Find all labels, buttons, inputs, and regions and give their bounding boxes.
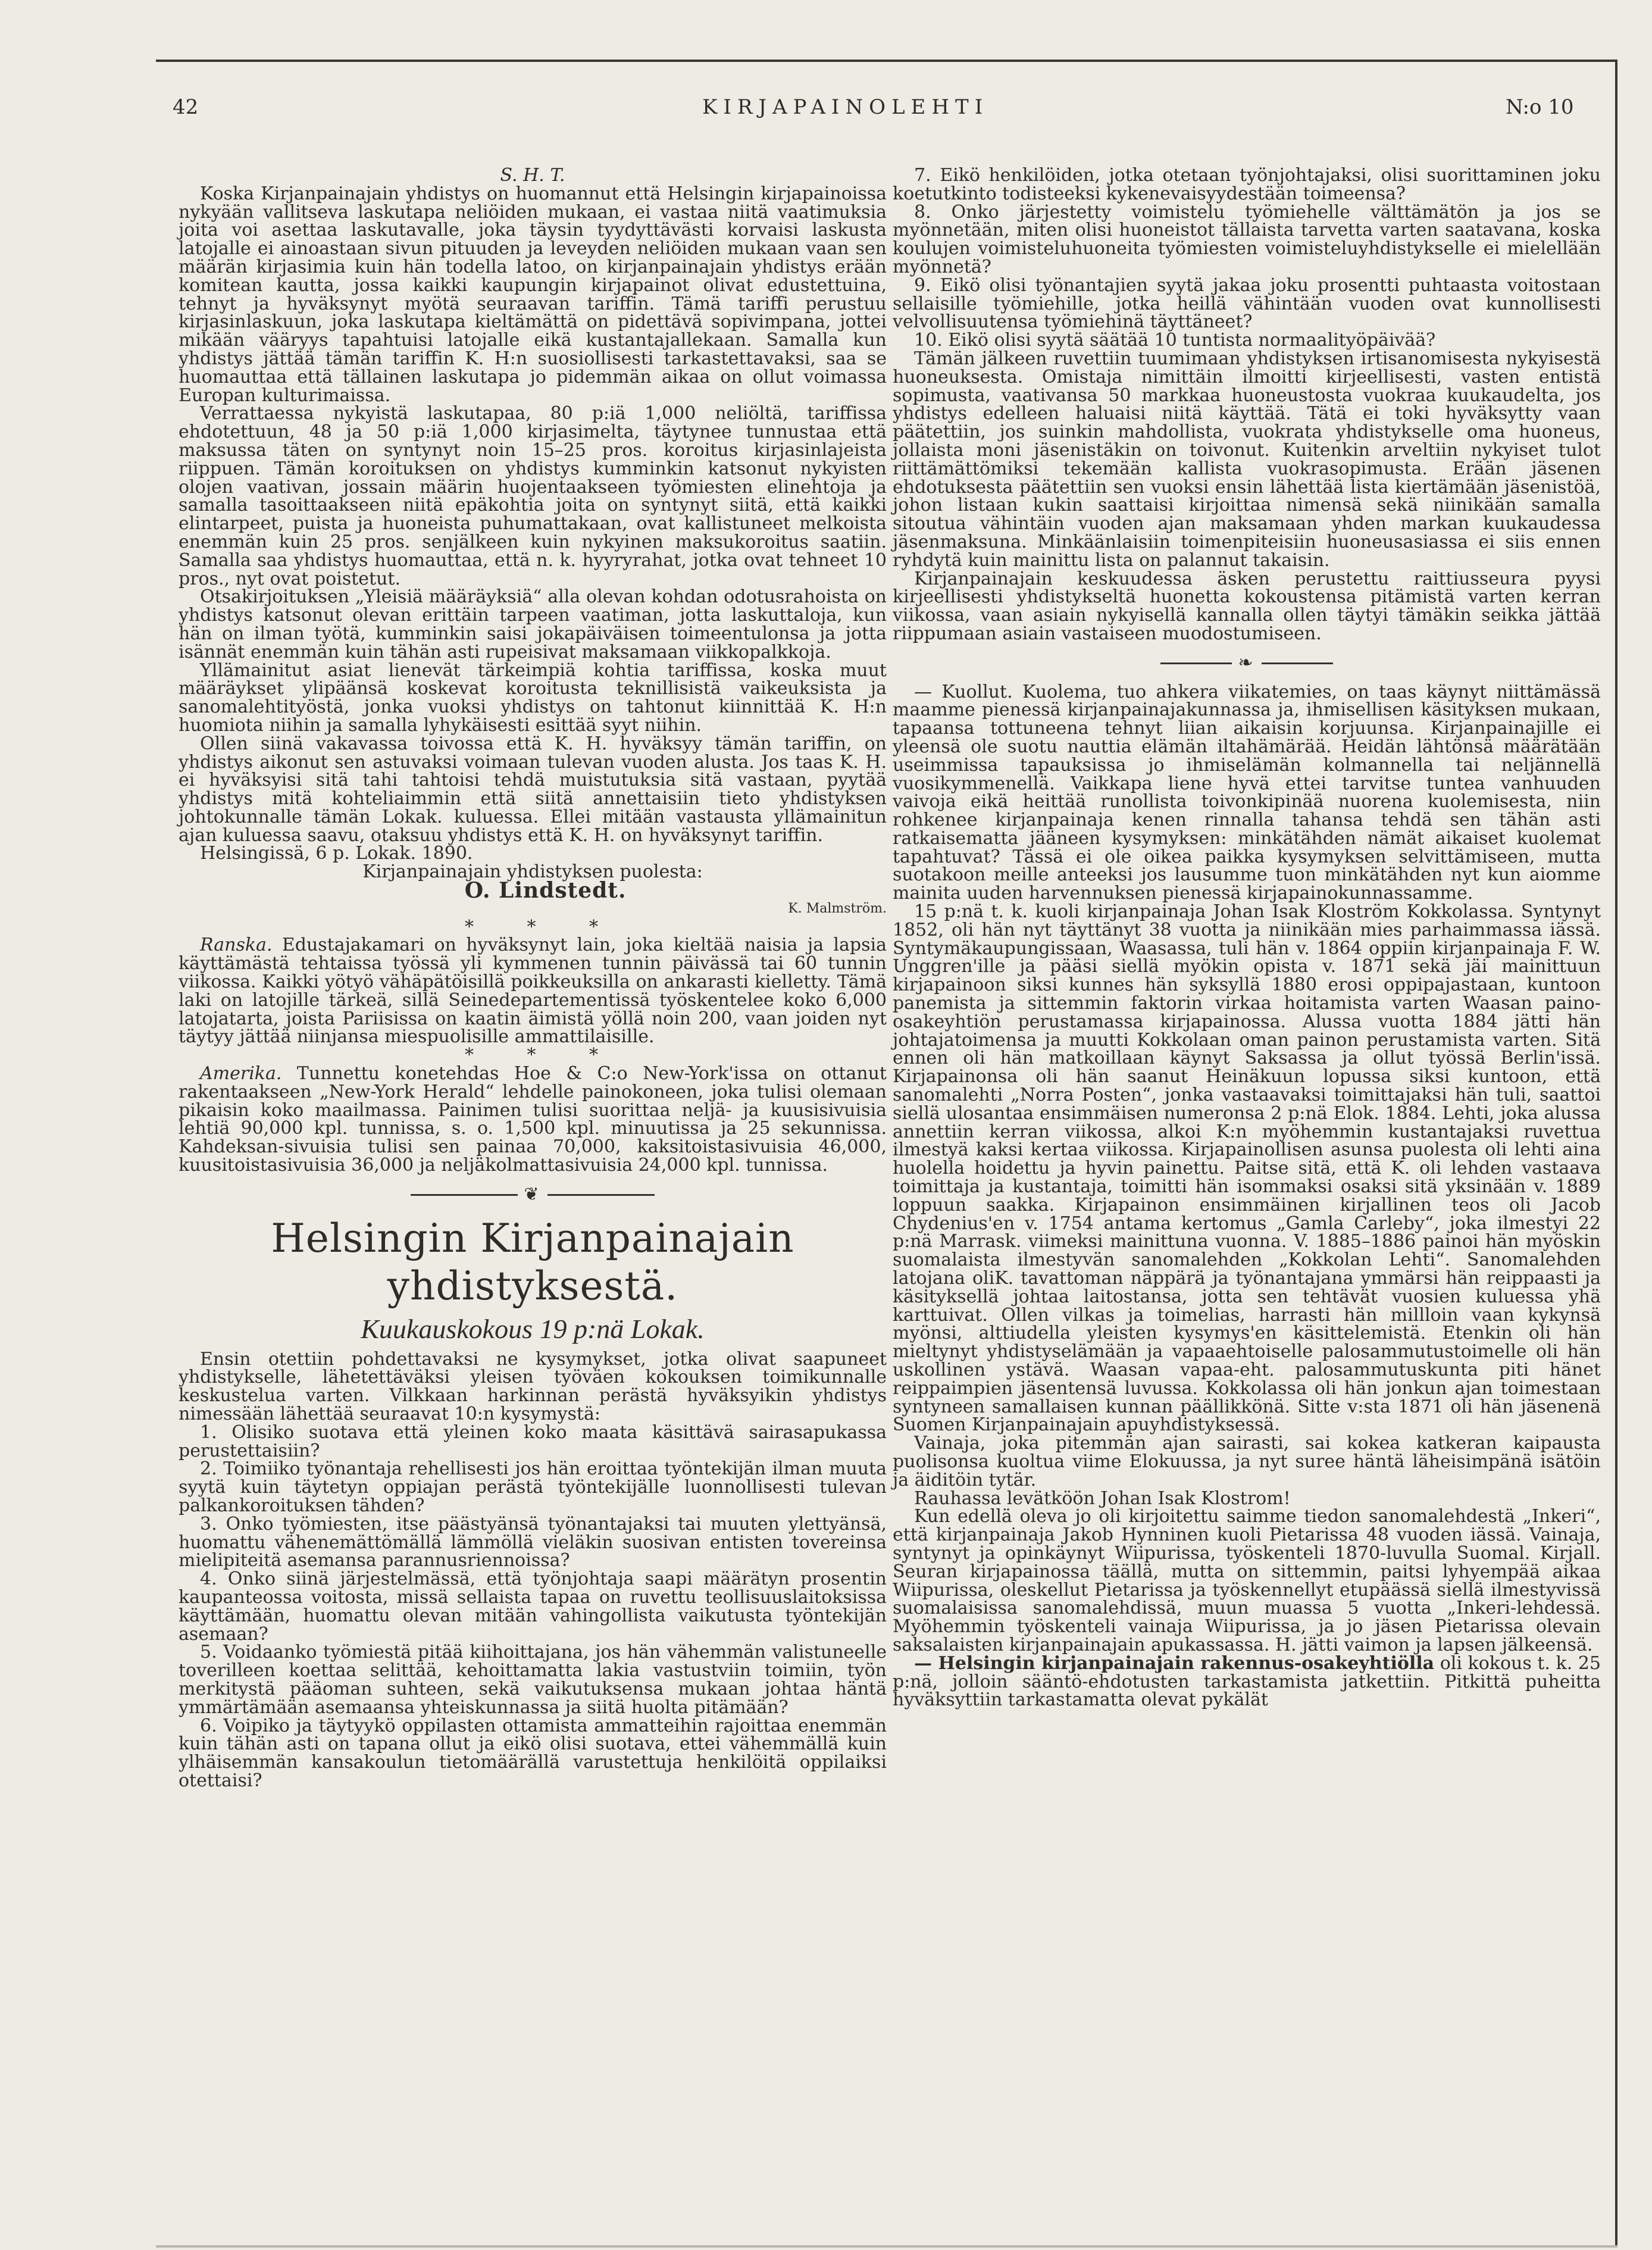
left-column bbox=[179, 167, 887, 1790]
hky-question-4: 4. Onko siinä järjestelmässä, että työnjohtaja saapi määrätyn prosentin kaupanteossa voitosta, missä sellaista tapaa on ruvettu teollisuuslaitoksissa käyttämään, huomattu olevan mitään vahingollista vaikutusta työntekijän asemaan? bbox=[179, 1568, 887, 1645]
hynninen-paragraph: Kun edellä oleva jo oli kirjoitettu saimme tiedon sanomalehdestä „Inkeri“, että kirjanpainaja Jakob Hynninen kuoli Pietarissa 48 vuoden iässä. Vainaja, syntynyt ja opinkäynyt Wiipurissa, työskenteli 1870-luvulla Suomal. Kirjall. Seuran kirjapainossa täällä, mutta on sittemmin, paitsi lyhyempää aikaa Wiipurissa, oleskellut Pietarissa ja työskennellyt etupäässä siellä ilmestyvissä suomalaisissa sanomalehdissä, muun muassa 5 vuotta „Inkeri-lehdessä. Myöhemmin työskenteli vainaja Wiipurissa, ja jo jäsen Pietarissa olevain saksalaisten kirjanpainajain apukassassa. H. jätti vaimon ja lapsen jälkeensä. bbox=[893, 1506, 1601, 1655]
sht-paragraph-2: Verrattaessa nykyistä laskutapaa, 80 p:iä 1,000 neliöltä, tariffissa ehdotettuun, 48 ja 50 p:iä 1,000 kirjasimelta, täytynee tunnustaa että maksussa täten on syntynyt noin 15–25 pros. koroitus kirjasinlajeista riippuen. Tämän koroituksen on yhdistys kumminkin katsonut nykyisten olojen vaativan, jossain määrin huojentaakseen työmiesten elinehtoja ja samalla tasoittaakseen niitä epäkohtia joita on syntynyt siitä, että kaikki elintarpeet, puista ja huoneista puhumattakaan, ovat kallistuneet melkoista enemmän kuin 25 pros. senjälkeen kuin nykyinen maksukoroitus saatiin. Samalla saa yhdistys huomauttaa, että n. k. hyyryrahat, jotka ovat tehneet 10 pros., nyt ovat poistetut. bbox=[179, 403, 887, 589]
issue-number: N:o 10 bbox=[1506, 95, 1574, 119]
vainaja-paragraph: Vainaja, joka pitemmän ajan sairasti, sai kokea katkeran kaipausta puolisonsa kuoltua viime Elokuussa, ja nyt suree häntä läheisimpänä isätöin ja äiditöin tytär. bbox=[893, 1433, 1601, 1490]
top-rule bbox=[156, 60, 1617, 62]
hky-question-8: 8. Onko järjestetty voimistelu työmiehelle välttämätön ja jos se myönnetään, miten olisi huoneistot tällaista tarvetta varten saatavana, koska koulujen voimisteluhuoneita työmiesten voimisteluyhdistykselle ei mielellään myönnetä? bbox=[893, 201, 1601, 277]
amerika-paragraph bbox=[179, 1065, 887, 1175]
hky-title: Helsingin Kirjanpainajain yhdistyksestä. bbox=[271, 1215, 794, 1309]
ornament-line-right bbox=[547, 1194, 655, 1196]
sht-paragraph-3: Otsakirjoituksen „Yleisiä määräyksiä“ alla olevan kohdan odotusrahoista on yhdistys katsonut olevan erittäin tarpeen vaatiman, jotta laskuttaloja, kun hän on ilman työtä, kumminkin saisi jokapäiväisen toimeentulonsa ja jotta isännät enemmän kuin tähän asti rupeisivat maksamaan viikkopalkkoja. bbox=[179, 586, 887, 662]
ornament-line-left bbox=[411, 1194, 518, 1196]
hky-subtitle: Kuukauskokous 19 p:nä Lokak. bbox=[361, 1313, 705, 1344]
hky-question-9: 9. Eikö olisi työnantajien syytä jakaa joku prosentti puhtaasta voitostaan sellaisille työmiehille, jotka heillä vähintään vuoden ovat kunnollisesti velvollisuutensa työmiehinä täyttäneet? bbox=[893, 274, 1601, 333]
ranska-text: Edustajakamari on hyväksynyt lain, joka kieltää naisia ja lapsia käyttämästä tehtaissa työssä yli kymmenen tunnin päivässä tai 60 tunnin viikossa. Kaikki yötyö vähäpätöisillä poikkeuksilla on ankarasti kielletty. Tämä laki on latojille tärkeä, sillä Seinedepartementissä työskentelee koko 6,000 latojatarta, joista Pariisissa on kaatin äimistä yöllä noin 200, vaan joiden nyt täytyy jättää niinjansa miespuolisille ammattilaisille. bbox=[179, 935, 887, 1048]
kuollut-paragraph bbox=[893, 683, 1601, 904]
page-number: 42 bbox=[173, 95, 199, 119]
signature-malmstrom: K. Malmström. bbox=[788, 901, 887, 916]
hky-paragraph-temperance: Kirjanpainajain keskuudessa äsken perustettu raittiusseura pyysi kirjeellisesti yhdistykseltä huonetta kokoustensa pitämistä varten kerran viikossa, vaan asiain nykyisellä kannalla ollen täytyi tämäkin seikka jättää riippumaan asiain vastaiseen muodostumiseen. bbox=[893, 568, 1601, 644]
osakeyhtio-label: — Helsingin kirjanpainajain rakennus-osakeyhtiölla bbox=[914, 1652, 1435, 1674]
ornament2-line-right bbox=[1262, 662, 1333, 664]
ranska-paragraph bbox=[179, 936, 887, 1046]
ornament-divider-2 bbox=[893, 654, 1601, 673]
bottom-rule bbox=[156, 2245, 1617, 2248]
ornament2-line-left bbox=[1160, 662, 1232, 664]
sht-paragraph-5: Ollen siinä vakavassa toivossa että K. H. hyväksyy tämän tariffin, on yhdistys aikonut sen astuvaksi voimaan tulevan vuoden alusta. Jos taas K. H. ei hyväksyisi sitä tahi tahtoisi tehdä muistutuksia sitä vastaan, pyytää yhdistys mitä kohteliaimmin että siitä annettaisiin tieto yhdistyksen johtokunnalle tämän Lokak. kuluessa. Ellei mitään vastausta yllämainitun ajan kuluessa saavu, otaksuu yhdistys että K. H. on hyväksynyt tariffin. bbox=[179, 733, 887, 846]
hky-question-1: 1. Olisiko suotava että yleinen koko maata käsittävä sairasapukassa perustettaisiin? bbox=[179, 1421, 887, 1461]
sht-paragraph-4: Yllämainitut asiat lienevät tärkeimpiä kohtia tariffissa, koska muut määräykset ylipäänsä koskevat koroitusta teknillisistä vaikeuksista ja sanomalehtityöstä, jonka vuoksi yhdistys on tahtonut kiinnittää K. H:n huomiota niihin ja samalla lyhykäisesti esittää syyt niihin. bbox=[179, 660, 887, 736]
sht-on-behalf: Kirjanpainajain yhdistyksen puolesta: bbox=[362, 861, 703, 883]
hky-question-2: 2. Toimiiko työnantaja rehellisesti jos hän eroittaa työntekijän ilman muuta syytä kuin täytetyn oppiajan perästä työntekijälle luonnollisesti tulevan palkankoroituksen tähden? bbox=[179, 1458, 887, 1516]
ornament2-icon: ❧ bbox=[1238, 652, 1256, 673]
klostrom-paragraph: 15 p:nä t. k. kuoli kirjanpainaja Johan Isak Kloström Kokkolassa. Syntynyt 1852, oli hän nyt täyttänyt 38 vuotta ja niinikään mies parhaimmassa iässä. Syntymäkaupungissaan, Waasassa, tuli hän v. 1864 oppiin kirjanpainaja F. W. Unggren'ille ja pääsi siellä myökin opista v. 1871 sekä jäi mainittuun kirjapainoon siksi kunnes hän syksyllä 1880 erosi oppipajastaan, kuntoon panemista ja sittemmin faktorin virkaa hoitamista varten Waasan paino-osakeyhtiön perustamassa kirjapainossa. Alussa vuotta 1884 jätti hän johtajatoimensa ja muutti Kokkolaan oman painon perustamista varten. Sitä ennen oli hän matkoillaan käynyt Saksassa ja ollut työssä Berlin'issä. Kirjapainonsa oli hän saanut Heinäkuun lopussa siksi kuntoon, että sanomalehti „Norra Posten“, jonka vastaavaksi toimittajaksi hän tuli, saattoi siellä ulosantaa ensimmäisen numeronsa 2 p:nä Elok. 1884. Lehti, joka alussa annettiin kerran viikossa, alkoi K:n myöhemmin kustantajaksi ruvettua ilmestyä kaksi kertaa viikossa. Kirjapainollisen asunsa puolesta oli lehti aina huolella hoidettu ja hyvin painettu. Paitse sitä, että K. oli lehden vastaava toimittaja ja kustantaja, toimitti hän isommaksi osaksi sitä yksinään v. 1889 loppuun saakka. Kirjapainon ensimmäinen kirjallinen teos oli Jacob Chydenius'en v. 1754 antama kertomus „Gamla Carleby“, joka ilmestyi 22 p:nä Marrask. viimeksi mainittuna vuonna. V. 1885–1886 painoi hän myöskin suomalaista ilmestyvän sanomalehden „Kokkolan Lehti“. Sanomalehden latojana oliK. tavattoman näppärä ja työnantajana ymmärsi hän reippaasti ja käsityksellä johtaa laitostansa, jotta sen tehtävät vuosien kuluessa yhä karttuivat. Ollen vilkas ja toimelias, harrasti hän millloin vaan kykynsä myönsi, alttiudella yleisten kysymys'en käsittelemistä. Etenkin oli hän mieltynyt yhdistyselämään ja vapaaehtoiselle palosammutustoimelle oli hän uskollinen ystävä. Waasan vapaa-eht. palosammutuskunta piti hänet reippaimpien jäsentensä luvussa. Kokkolassa oli hän jonkun ajan toimestaan syntyneen samallaisen kunnan päällikkönä. Sitte v:sta 1871 oli hän jäsenenä Suomen Kirjanpainajain apuyhdistyksessä. bbox=[893, 901, 1601, 1436]
right-rule bbox=[1615, 60, 1617, 2248]
amerika-label: Amerika. bbox=[200, 1063, 282, 1085]
osakeyhtio-paragraph bbox=[893, 1652, 1601, 1711]
signature-lindstedt: O. Lindstedt. bbox=[464, 878, 627, 904]
amerika-text: Tunnettu konetehdas Hoe & C:o New-York'issa on ottanut rakentaakseen „New-York Herald“ lehdelle painokoneen, joka tulisi olemaan pikaisin koko maailmassa. Painimen tulisi suorittaa neljä- ja kuusisivuisia lehtiä 90,000 kpl. tunnissa, s. o. 1,500 kpl. minuutissa ja 25 sekunnissa. Kahdeksan-sivuisia tulisi sen painaa 70,000, kaksitoistasivuisia 46,000, kuusitoistasivuisia 36,000 ja neljäkolmattasivuisia 24,000 kpl. tunnissa. bbox=[179, 1063, 887, 1176]
ranska-label: Ranska. bbox=[200, 935, 273, 956]
hky-question-10: 10. Eikö olisi syytä säätää 10 tuntista normaalityöpäivää? bbox=[914, 330, 1436, 351]
sht-heading: S. H. T. bbox=[500, 165, 565, 186]
ornament-divider bbox=[179, 1183, 887, 1205]
section-stars-2: * * * bbox=[464, 1045, 622, 1066]
kuollut-text: Kuolema, tuo ahkera viikatemies, on taas käynyt niittämässä maamme pienessä kirjanpainajakunnassa ja, ihmisellisen käsityksen mukaan, tapaansa tottuneena tehnyt liian aikaisin korjuunsa. Kirjanpainajille ei yleensä ole suotu nauttia elämän iltahämärää. Heidän lähtönsä määrätään useimmissa tapauksissa jo ihmiselämän kolmannella tai neljännellä vuosikymmenellä. Vaikkapa liene hyvä ettei tarvitse tuntea vanhuuden vaivoja eikä heittää runollista toivonkipinää nuorena kuolemisesta, niin rohkenee kirjanpainaja kenen rinnalla tahansa tehdä sen tähän asti ratkaisematta jääneen kysymyksen: minkätähden nämät aikaiset kuolemat tapahtuvat? Tässä ei ole oikea paikka kysymyksen selvittämiseen, mutta suotakoon meille anteeksi jos lausumme tuon minkätähden nyt kun aiomme mainita uuden harvennuksen pienessä kirjapainokunnassamme. bbox=[893, 681, 1601, 904]
sht-paragraph-1: Koska Kirjanpainajain yhdistys on huomannut että Helsingin kirjapainoissa nykyään vallitseva laskutapa neliöiden mukaan, ei vastaa niitä vaatimuksia joita voi asettaa laskutavalle, joka täysin tyydyttävästi korvaisi laskusta latojalle ei ainoastaan sivun pituuden ja leveyden neliöiden mukaan vaan sen määrän kirjasimia kuin hän todella latoo, on kirjanpainajain yhdistys erään komitean kautta, jossa kaikki kaupungin kirjapainot olivat edustettuina, tehnyt ja hyväksynyt myötä seuraavan tariffin. Tämä tariffi perustuu kirjasinlaskuun, joka laskutapa kieltämättä on pidettävä sopivimpana, jottei mikään vääryys tapahtuisi latojalle eikä kustantajallekaan. Samalla kun yhdistys jättää tämän tariffin K. H:n suosiollisesti tarkastettavaksi, saa se huomauttaa että tällainen laskutapa jo pidemmän aikaa on ollut voimassa Europan kulturimaissa. bbox=[179, 183, 887, 406]
sht-date: Helsingissä, 6 p. Lokak. 1890. bbox=[200, 843, 473, 864]
hky-question-3: 3. Onko työmiesten, itse päästyänsä työnantajaksi tai muuten ylettyänsä, huomattu vähenemättömällä lämmöllä vieläkin suosivan entisten tovereinsa mielipiteitä asemansa parannusriennoissa? bbox=[179, 1513, 887, 1571]
kuollut-label: — Kuollut. bbox=[914, 681, 1013, 702]
osakeyhtio-text: oli kokous t. k. 25 p:nä, jolloin sääntö-ehdotusten tarkastamista jatkettiin. Pitkittä puheitta hyväksyttiin tarkastamatta olevat pykälät bbox=[893, 1652, 1601, 1711]
hky-paragraph-after: Tämän jälkeen ruvettiin tuumimaan yhdistyksen irtisanomisesta nykyisestä huoneuksesta. Omistaja nimittäin ilmoitti kirjeellisesti, vasten entistä sopimusta, vaativansa 50 markkaa huoneustosta vuokraa kuukaudelta, jos yhdistys edelleen haluaisi niitä käyttää. Tätä ei toki hyväksytty vaan päätettiin, jos suinkin mahdollista, vuokrata yhdistykselle oma huoneus, jollaista moni jäsenistäkin on toivonut. Kuitenkin arveltiin nykyiset tulot riittämättömiksi tekemään kallista vuokrasopimusta. Erään jäsenen ehdotuksesta päätettiin sen vuoksi ensin lähettää lista kiertämään jäsenistöä, johon listaan kukin saattaisi kirjoittaa nimensä sekä niinikään samalla sitoutua vähintäin vuoden ajan maksamaan yhden markan kuukaudessa jäsenmaksuna. Minkäänlaisiin toimenpiteisiin huoneusasiassa ei siis ennen ryhdytä kuin mainittu lista on palannut takaisin. bbox=[893, 348, 1601, 571]
rauhassa-paragraph: Rauhassa levätköön Johan Isak Klostrom! bbox=[914, 1488, 1291, 1509]
hky-question-5: 5. Voidaanko työmiestä pitää kiihoittajana, jos hän vähemmän valistuneelle toverilleen koettaa selittää, kehoittamatta lakia vastustviin toimiin, työn merkitystä pääoman suhteen, sekä vaikutuksensa mukaan johtaa häntä ymmärtämään asemaansa yhteiskunnassa ja siitä huolta pitämään? bbox=[179, 1642, 887, 1718]
section-stars-1: * * * bbox=[464, 916, 622, 938]
hky-paragraph-1: Ensin otettiin pohdettavaksi ne kysymykset, jotka olivat saapuneet yhdistykselle, lähetettäväksi yleisen työväen kokouksen toimikunnalle keskustelua varten. Vilkkaan harkinnan perästä hyväksyikin yhdistys nimessään lähettää seuraavat 10:n kysymystä: bbox=[179, 1348, 887, 1425]
running-title: KIRJAPAINOLEHTI bbox=[702, 95, 989, 119]
hky-question-6: 6. Voipiko ja täytyykö oppilasten ottamista ammatteihin rajoittaa enemmän kuin tähän asti on tapana ollut ja eikö olisi suotava, ettei vähemmällä kuin ylhäisemmän kansakoulun tietomäärällä varustettuja henkilöitä oppilaiksi otettaisi? bbox=[179, 1715, 887, 1791]
ornament-icon: ❦ bbox=[524, 1183, 542, 1205]
right-column bbox=[893, 167, 1601, 1710]
hky-question-7: 7. Eikö henkilöiden, jotka otetaan työnjohtajaksi, olisi suorittaminen joku koetutkinto todisteeksi kykenevaisyydestään toimeensa? bbox=[893, 165, 1601, 204]
